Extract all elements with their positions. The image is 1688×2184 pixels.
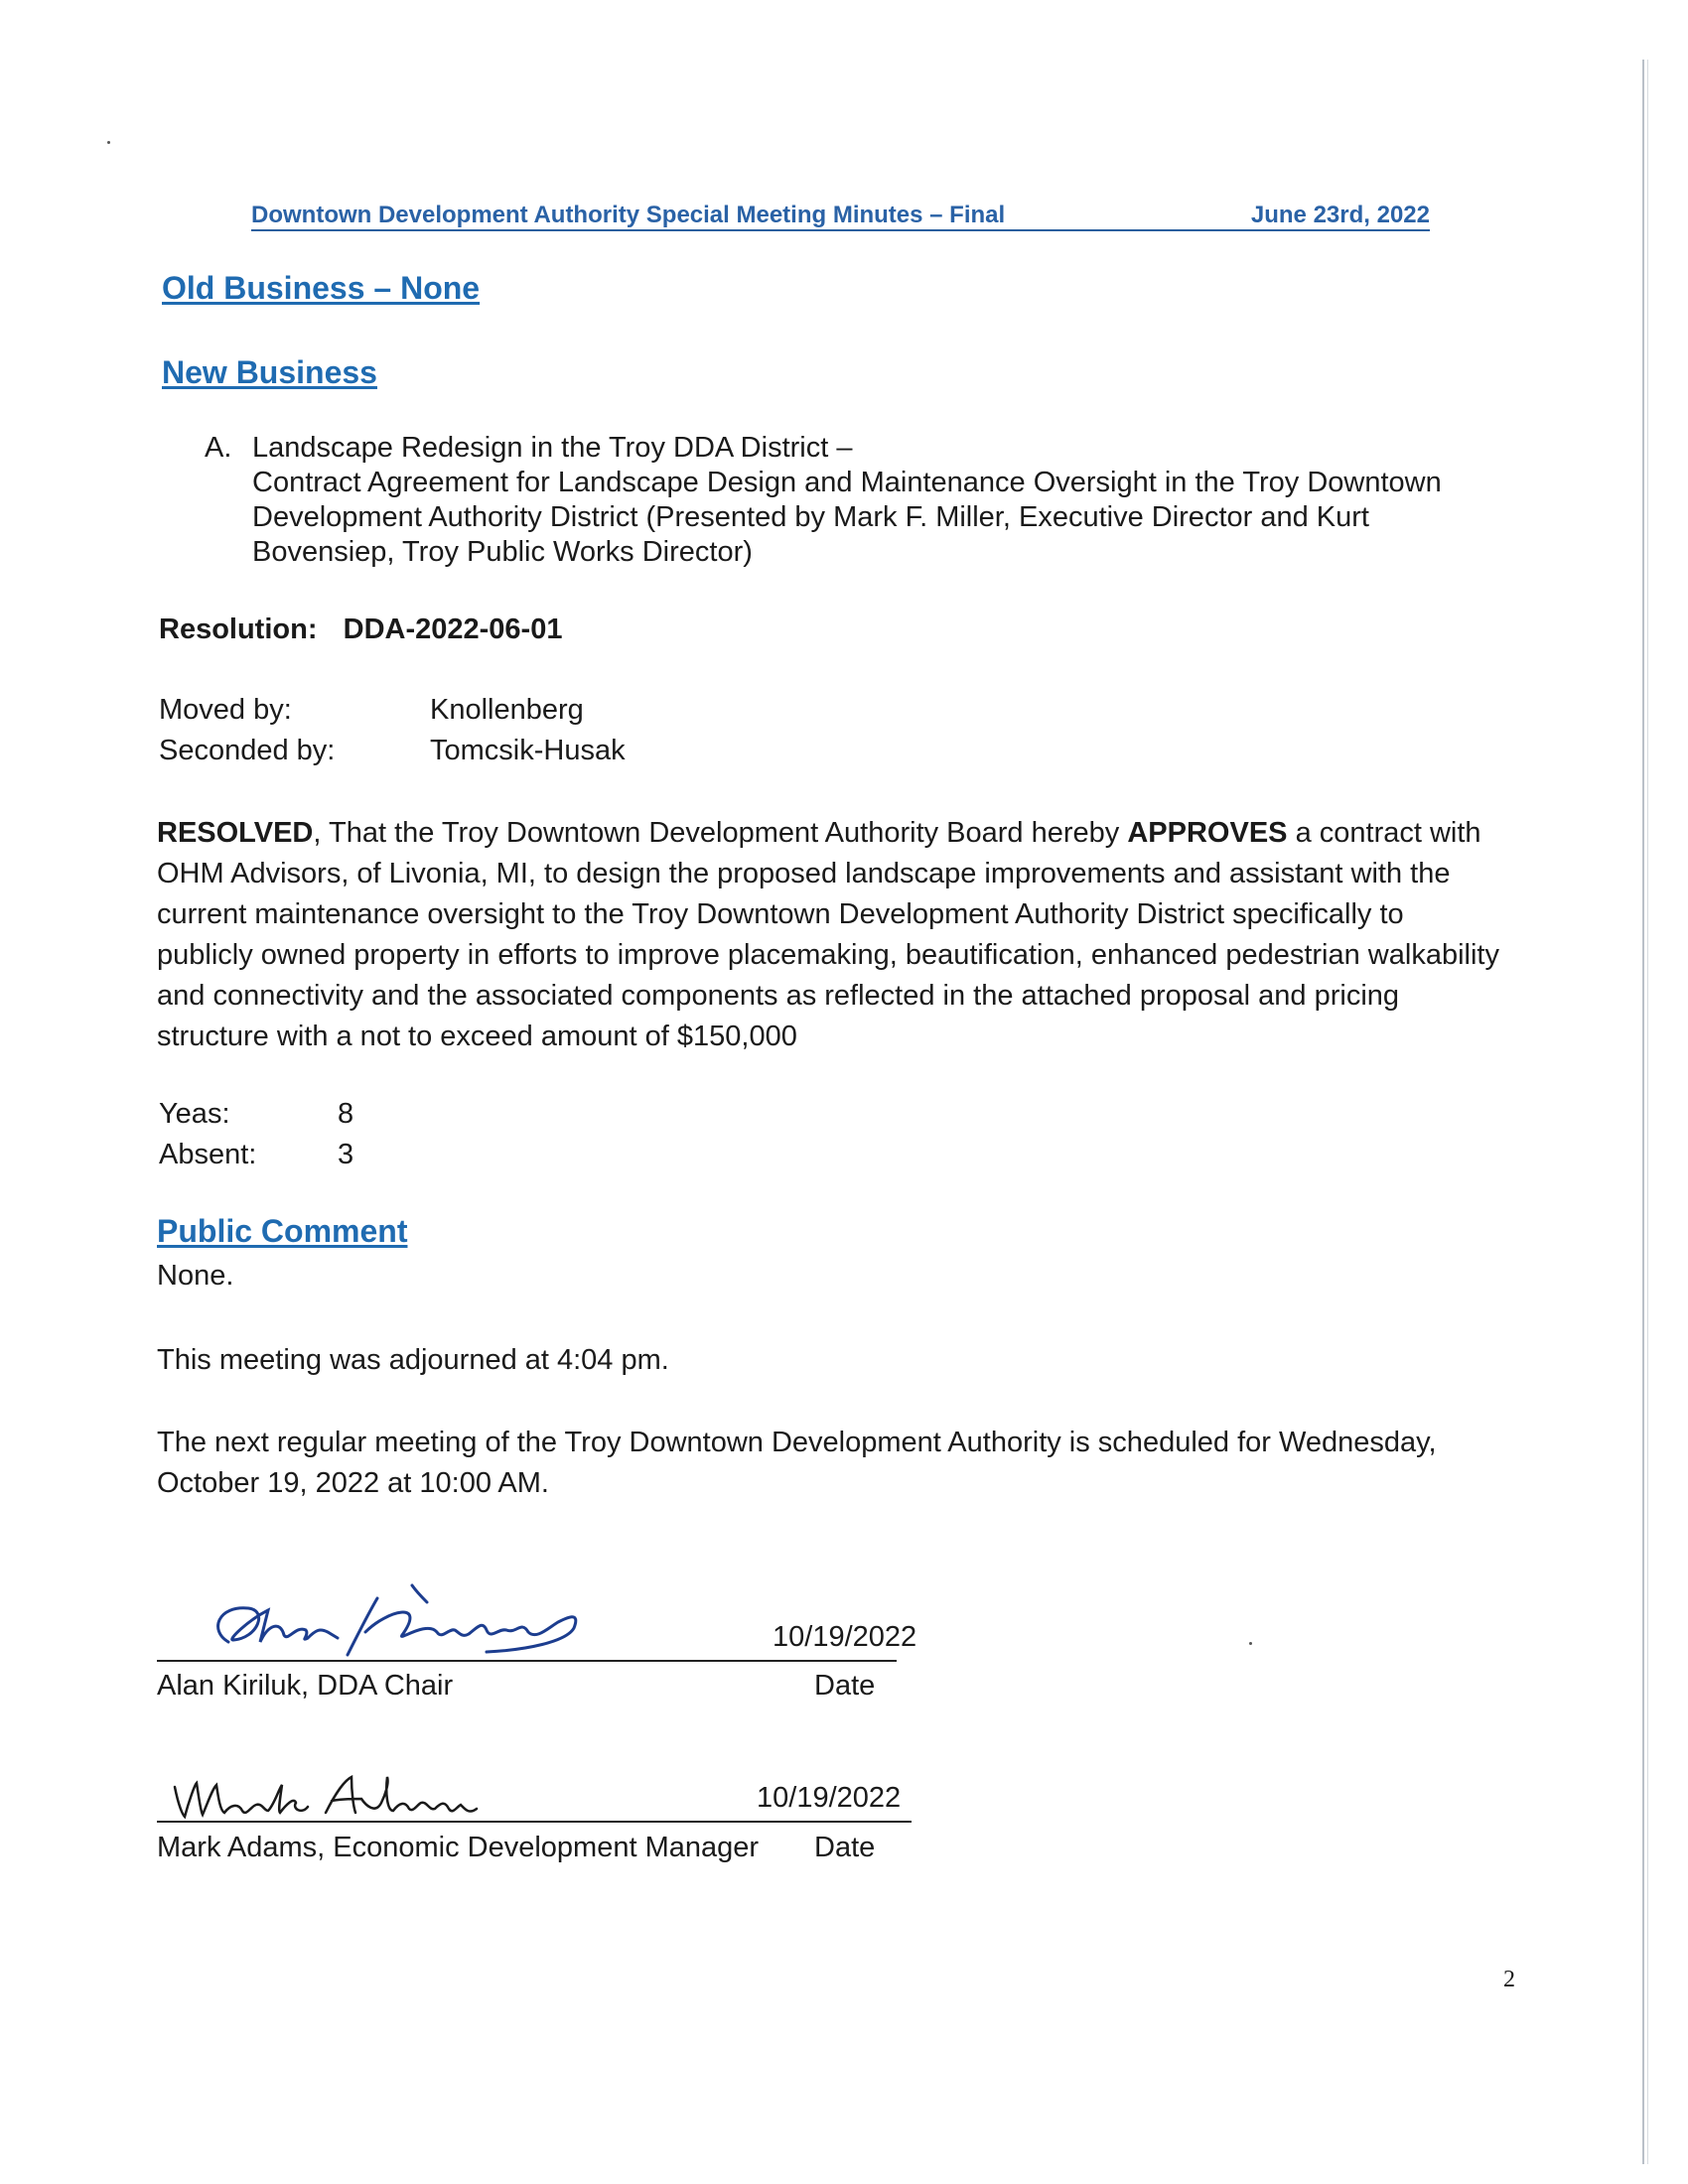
absent-label: Absent: bbox=[159, 1139, 257, 1170]
signature-1-date: 10/19/2022 bbox=[773, 1621, 917, 1653]
scan-speck bbox=[107, 141, 110, 144]
header-title: Downtown Development Authority Special Meeting Minutes – Final bbox=[251, 202, 1006, 228]
moved-by-value: Knollenberg bbox=[430, 694, 584, 726]
motion-block bbox=[159, 690, 854, 779]
signature-line-2 bbox=[157, 1821, 912, 1823]
item-a-line-4: Bovensiep, Troy Public Works Director) bbox=[252, 536, 753, 568]
signature-1-signer: Alan Kiriluk, DDA Chair bbox=[157, 1670, 454, 1702]
public-comment-text: None. bbox=[157, 1260, 234, 1292]
signature-alan-kiriluk bbox=[189, 1580, 665, 1670]
resolution-label: Resolution: bbox=[159, 614, 318, 645]
item-a-line-3: Development Authority District (Presented by Mark F. Miller, Executive Director and Kurt bbox=[252, 501, 1369, 533]
public-comment-heading: Public Comment bbox=[157, 1213, 408, 1249]
item-a-line-1: Landscape Redesign in the Troy DDA District – bbox=[252, 432, 853, 464]
signature-2-date-label: Date bbox=[814, 1832, 876, 1863]
approves-word: APPROVES bbox=[1127, 817, 1288, 849]
signature-1-date-label: Date bbox=[814, 1670, 876, 1702]
yeas-value: 8 bbox=[338, 1098, 354, 1130]
seconded-by-label: Seconded by: bbox=[159, 735, 336, 766]
next-meeting-text: The next regular meeting of the Troy Downtown Development Authority is scheduled for Wednesday, October 19, 2022 at 10:00 AM. bbox=[157, 1427, 1437, 1499]
page-header bbox=[251, 202, 1430, 231]
moved-by-label: Moved by: bbox=[159, 694, 292, 726]
resolution-number: DDA-2022-06-01 bbox=[343, 614, 563, 645]
resolution-line bbox=[159, 613, 562, 647]
scan-edge-line-2 bbox=[1647, 60, 1648, 2164]
vote-block bbox=[159, 1094, 556, 1183]
resolved-paragraph bbox=[157, 813, 1507, 1057]
item-a-line-2: Contract Agreement for Landscape Design and Maintenance Oversight in the Troy Downtown bbox=[252, 467, 1442, 498]
resolved-word: RESOLVED bbox=[157, 817, 314, 849]
item-marker: A. bbox=[205, 432, 232, 464]
resolved-text-2: a contract with OHM Advisors, of Livonia, MI, to design the proposed landscape improvements and assistant with the current maintenance oversight to the Troy Downtown Development Authority District specifically to publicly owned property in efforts to improve placemaking, beautification, enhanced pedestrian walkability and connectivity and the associated components as reflected in the attached proposal and pricing structure with a not to exceed amount of $150,000 bbox=[157, 817, 1499, 1052]
scan-speck bbox=[1249, 1642, 1252, 1645]
old-business-heading: Old Business – None bbox=[162, 270, 481, 306]
resolved-text-1: , That the Troy Downtown Development Authority Board hereby bbox=[313, 817, 1128, 849]
seconded-by-value: Tomcsik-Husak bbox=[430, 735, 626, 766]
page-number: 2 bbox=[1503, 1967, 1515, 1992]
signature-mark-adams bbox=[167, 1767, 485, 1827]
yeas-label: Yeas: bbox=[159, 1098, 230, 1130]
adjourned-text: This meeting was adjourned at 4:04 pm. bbox=[157, 1344, 669, 1376]
signature-line-1 bbox=[157, 1660, 897, 1662]
absent-value: 3 bbox=[338, 1139, 354, 1170]
new-business-heading: New Business bbox=[162, 354, 377, 390]
signature-2-date: 10/19/2022 bbox=[757, 1782, 902, 1814]
header-date: June 23rd, 2022 bbox=[1250, 202, 1430, 228]
scan-edge-line bbox=[1642, 60, 1644, 2164]
signature-2-signer: Mark Adams, Economic Development Manager bbox=[157, 1832, 760, 1863]
